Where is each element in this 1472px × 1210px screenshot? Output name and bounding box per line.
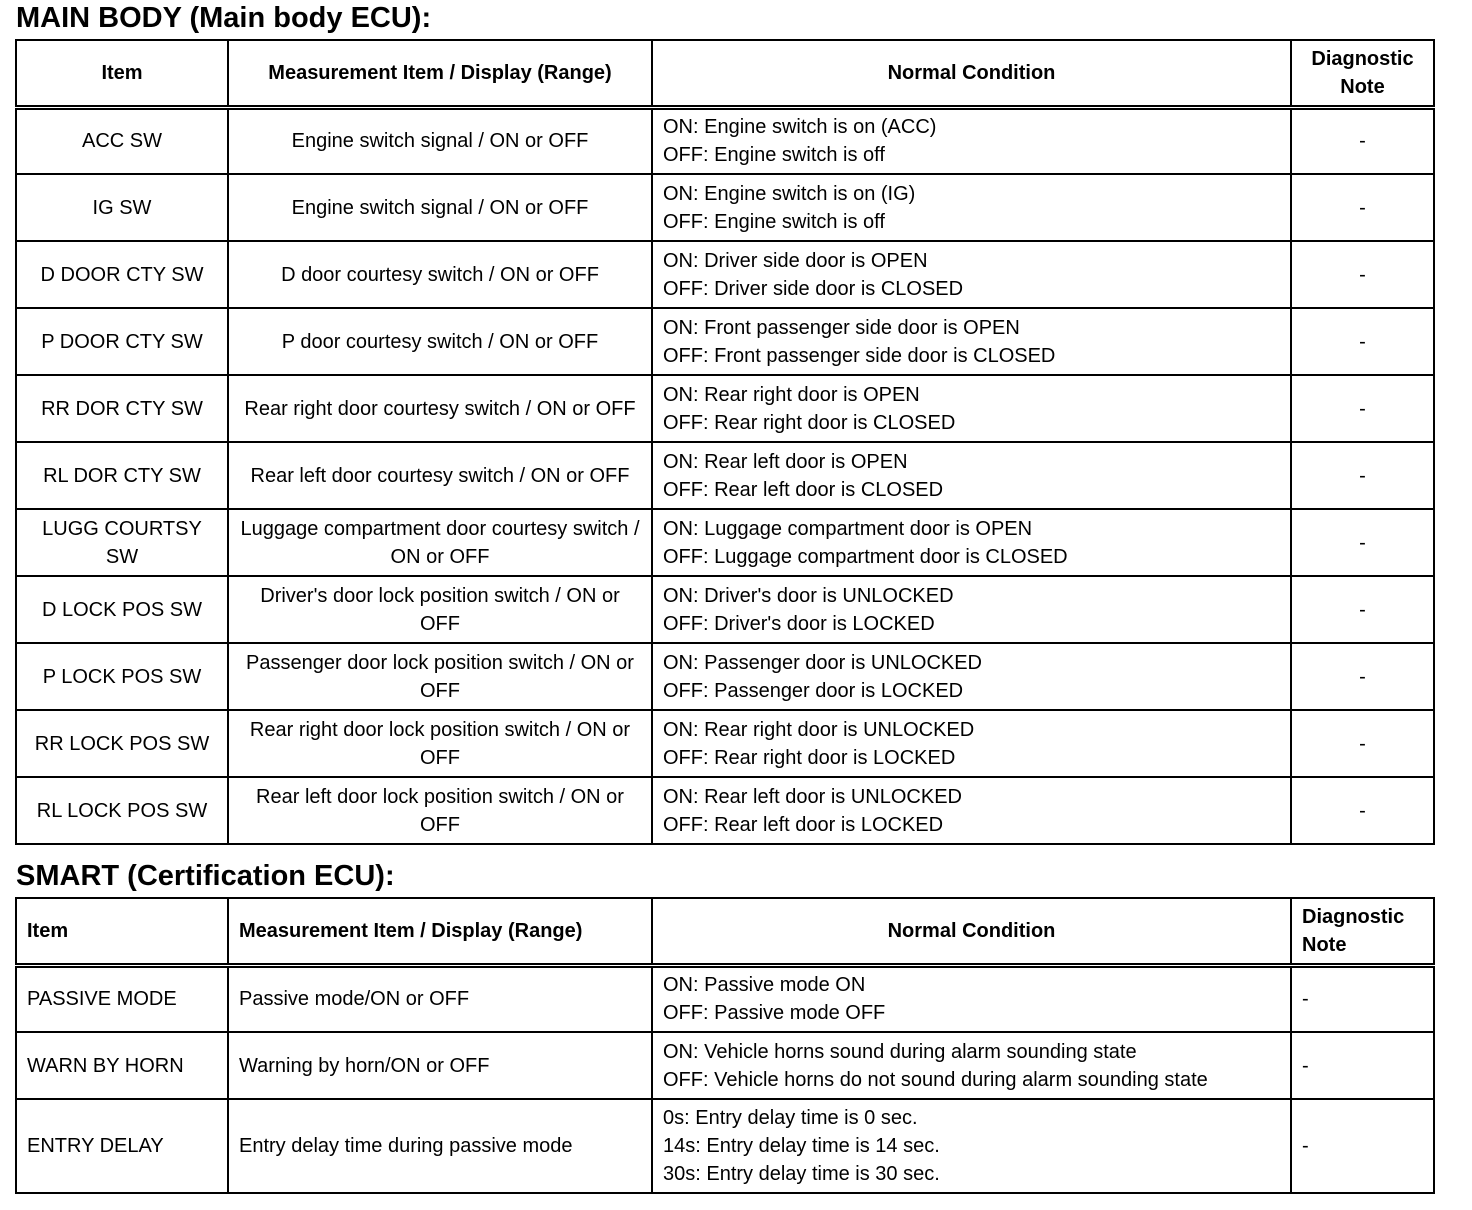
cell-normal-condition	[652, 509, 1291, 576]
cell-item: D LOCK POS SW	[16, 576, 228, 643]
condition-line: ON: Front passenger side door is OPEN	[663, 316, 1020, 339]
header-item: Item	[16, 40, 228, 107]
condition-line: OFF: Engine switch is off	[663, 210, 885, 233]
condition-line: ON: Passive mode ON	[663, 974, 866, 997]
header-measurement: Measurement Item / Display (Range)	[228, 898, 652, 965]
cell-measurement: Engine switch signal / ON or OFF	[228, 174, 652, 241]
header-normal-condition: Normal Condition	[652, 898, 1291, 965]
condition-line: OFF: Passive mode OFF	[663, 1002, 886, 1025]
cell-diagnostic-note: -	[1291, 375, 1434, 442]
condition-line: OFF: Passenger door is LOCKED	[663, 679, 964, 702]
cell-normal-condition	[652, 965, 1291, 1032]
cell-diagnostic-note: -	[1291, 442, 1434, 509]
condition-line: ON: Engine switch is on (ACC)	[663, 116, 937, 139]
cell-diagnostic-note: -	[1291, 308, 1434, 375]
table-header-row	[16, 40, 1434, 107]
cell-measurement: Passenger door lock position switch / ON or OFF	[228, 643, 652, 710]
cell-normal-condition	[652, 1032, 1291, 1099]
condition-line: ON: Rear left door is OPEN	[663, 450, 908, 473]
cell-item: ENTRY DELAY	[16, 1099, 228, 1193]
condition-line: OFF: Rear left door is CLOSED	[663, 478, 944, 501]
cell-normal-condition	[652, 576, 1291, 643]
cell-diagnostic-note: -	[1291, 1099, 1434, 1193]
table-row	[16, 174, 1434, 241]
cell-item: RL DOR CTY SW	[16, 442, 228, 509]
table-header-row	[16, 898, 1434, 965]
cell-measurement: Rear left door courtesy switch / ON or OFF	[228, 442, 652, 509]
cell-item: IG SW	[16, 174, 228, 241]
header-diagnostic-note: Diagnostic Note	[1291, 40, 1434, 107]
cell-item: D DOOR CTY SW	[16, 241, 228, 308]
table-row	[16, 643, 1434, 710]
cell-diagnostic-note: -	[1291, 710, 1434, 777]
cell-item: LUGG COURTSY SW	[16, 509, 228, 576]
cell-item: RR LOCK POS SW	[16, 710, 228, 777]
condition-line: ON: Rear right door is OPEN	[663, 383, 920, 406]
cell-measurement: Passive mode/ON or OFF	[228, 965, 652, 1032]
cell-normal-condition	[652, 643, 1291, 710]
condition-line: OFF: Engine switch is off	[663, 144, 885, 167]
condition-line: ON: Passenger door is UNLOCKED	[663, 651, 983, 674]
condition-line: OFF: Front passenger side door is CLOSED	[663, 344, 1056, 367]
condition-line: ON: Vehicle horns sound during alarm sounding state	[663, 1040, 1137, 1063]
condition-line: ON: Rear right door is UNLOCKED	[663, 718, 975, 741]
main-body-section-title: MAIN BODY (Main body ECU):	[16, 2, 432, 34]
condition-line: 14s: Entry delay time is 14 sec.	[663, 1135, 940, 1157]
main-body-table	[15, 39, 1435, 845]
condition-line: OFF: Rear right door is LOCKED	[663, 746, 956, 769]
table-row	[16, 107, 1434, 174]
condition-line: OFF: Rear left door is LOCKED	[663, 813, 944, 836]
cell-normal-condition	[652, 1099, 1291, 1193]
header-item: Item	[16, 898, 228, 965]
table-row	[16, 1099, 1434, 1193]
cell-measurement: Rear right door lock position switch / ON or OFF	[228, 710, 652, 777]
cell-normal-condition	[652, 107, 1291, 174]
cell-item: PASSIVE MODE	[16, 965, 228, 1032]
table-row	[16, 241, 1434, 308]
cell-diagnostic-note: -	[1291, 1032, 1434, 1099]
condition-line: OFF: Driver's door is LOCKED	[663, 612, 935, 635]
cell-diagnostic-note: -	[1291, 777, 1434, 844]
table-row	[16, 777, 1434, 844]
cell-item: P DOOR CTY SW	[16, 308, 228, 375]
header-normal-condition: Normal Condition	[652, 40, 1291, 107]
cell-normal-condition	[652, 174, 1291, 241]
cell-measurement: Rear left door lock position switch / ON or OFF	[228, 777, 652, 844]
cell-measurement: Rear right door courtesy switch / ON or OFF	[228, 375, 652, 442]
table-row	[16, 1032, 1434, 1099]
cell-diagnostic-note: -	[1291, 509, 1434, 576]
condition-line: ON: Luggage compartment door is OPEN	[663, 517, 1033, 540]
cell-diagnostic-note: -	[1291, 241, 1434, 308]
cell-normal-condition	[652, 710, 1291, 777]
table-row	[16, 308, 1434, 375]
condition-line: 30s: Entry delay time is 30 sec.	[663, 1163, 940, 1185]
cell-measurement: Driver's door lock position switch / ON or OFF	[228, 576, 652, 643]
condition-line: OFF: Driver side door is CLOSED	[663, 277, 964, 300]
smart-section-title: SMART (Certification ECU):	[16, 860, 395, 892]
table-row	[16, 509, 1434, 576]
condition-line: ON: Engine switch is on (IG)	[663, 182, 916, 205]
smart-table	[15, 897, 1435, 1194]
cell-diagnostic-note: -	[1291, 643, 1434, 710]
cell-item: P LOCK POS SW	[16, 643, 228, 710]
header-diagnostic-note: Diagnostic Note	[1291, 898, 1434, 965]
condition-line: 0s: Entry delay time is 0 sec.	[663, 1107, 918, 1129]
condition-line: OFF: Luggage compartment door is CLOSED	[663, 545, 1068, 568]
cell-normal-condition	[652, 241, 1291, 308]
cell-measurement: Luggage compartment door courtesy switch / ON or OFF	[228, 509, 652, 576]
table-row	[16, 710, 1434, 777]
condition-line: OFF: Rear right door is CLOSED	[663, 411, 956, 434]
cell-item: WARN BY HORN	[16, 1032, 228, 1099]
cell-normal-condition	[652, 308, 1291, 375]
cell-measurement: D door courtesy switch / ON or OFF	[228, 241, 652, 308]
cell-item: RR DOR CTY SW	[16, 375, 228, 442]
condition-line: ON: Rear left door is UNLOCKED	[663, 785, 962, 808]
cell-diagnostic-note: -	[1291, 174, 1434, 241]
cell-normal-condition	[652, 442, 1291, 509]
cell-measurement: Entry delay time during passive mode	[228, 1099, 652, 1193]
cell-item: RL LOCK POS SW	[16, 777, 228, 844]
cell-diagnostic-note: -	[1291, 965, 1434, 1032]
cell-diagnostic-note: -	[1291, 576, 1434, 643]
header-measurement: Measurement Item / Display (Range)	[228, 40, 652, 107]
cell-item: ACC SW	[16, 107, 228, 174]
condition-line: OFF: Vehicle horns do not sound during alarm sounding state	[663, 1068, 1208, 1091]
table-row	[16, 375, 1434, 442]
cell-normal-condition	[652, 777, 1291, 844]
cell-normal-condition	[652, 375, 1291, 442]
cell-measurement: Engine switch signal / ON or OFF	[228, 107, 652, 174]
table-row	[16, 576, 1434, 643]
condition-line: ON: Driver side door is OPEN	[663, 249, 928, 272]
cell-diagnostic-note: -	[1291, 107, 1434, 174]
condition-line: ON: Driver's door is UNLOCKED	[663, 584, 954, 607]
cell-measurement: P door courtesy switch / ON or OFF	[228, 308, 652, 375]
table-row	[16, 442, 1434, 509]
table-row	[16, 965, 1434, 1032]
cell-measurement: Warning by horn/ON or OFF	[228, 1032, 652, 1099]
